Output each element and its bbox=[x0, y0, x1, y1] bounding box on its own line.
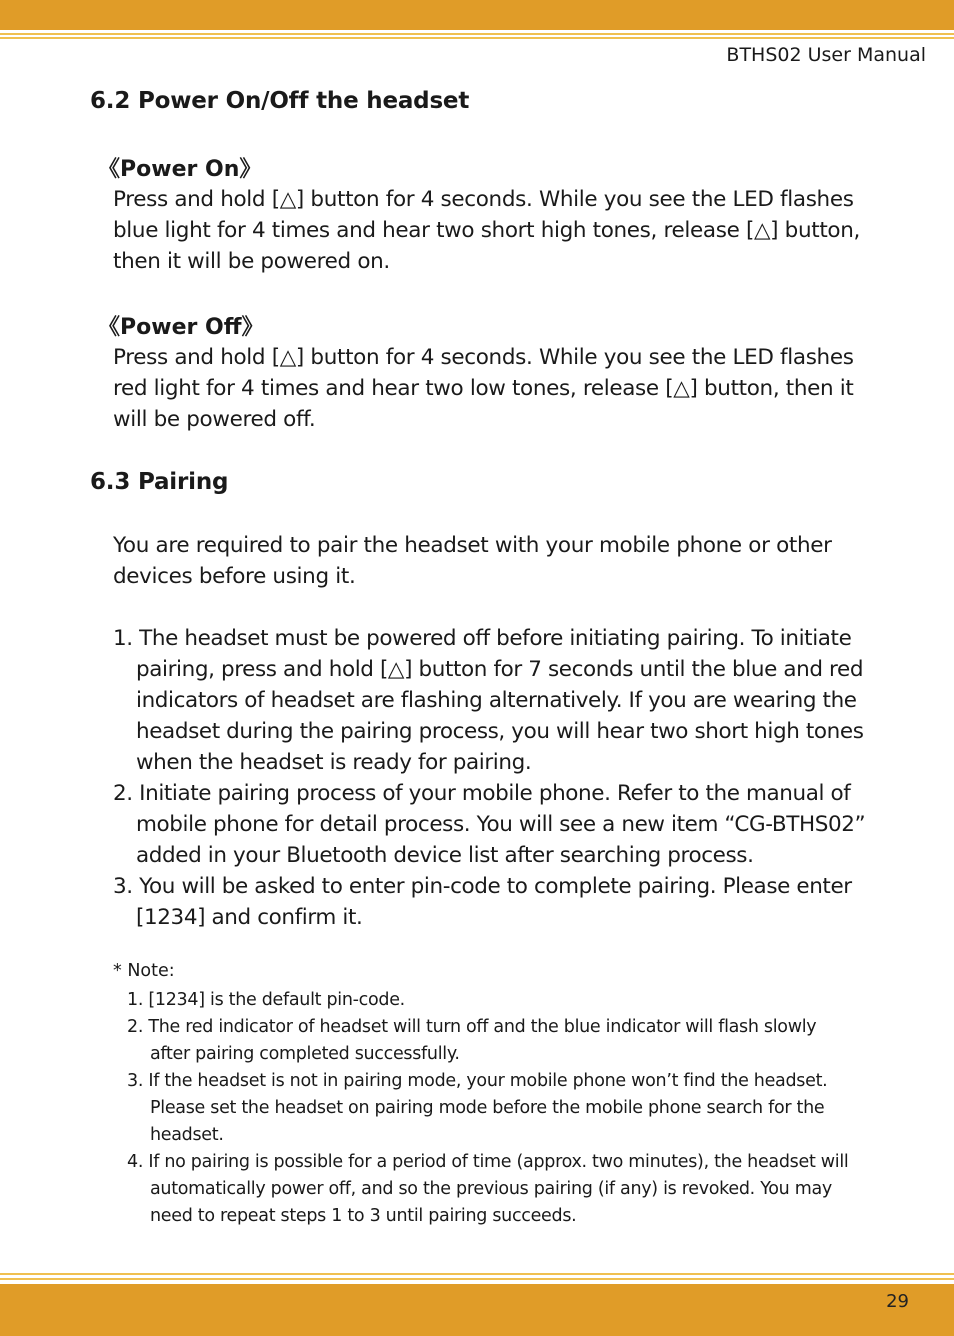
section-heading-power: 6.2 Power On/Off the headset bbox=[90, 88, 470, 114]
power-off-title: 《Power Off》 bbox=[98, 315, 264, 340]
pairing-step: 1. The headset must be powered off before initiating pairing. To initiate pairing, press and hold [△] button for 7 seconds until the blue and red indicators of headset are flashing alternatively. If you are wearing the headset during the pairing process, you will hear two short high tones when the headset is ready for pairing. bbox=[113, 626, 864, 775]
power-off-text: Press and hold [△] button for 4 seconds. While you see the LED flashes red light for 4 times and hear two low tones, release [△] button, then it will be powered off. bbox=[113, 345, 854, 432]
section-heading-pairing: 6.3 Pairing bbox=[90, 469, 229, 495]
note-title: * Note: bbox=[113, 961, 175, 981]
pairing-steps bbox=[113, 623, 873, 933]
top-stripe bbox=[0, 33, 954, 35]
page-number: 29 bbox=[886, 1291, 909, 1312]
bottom-band bbox=[0, 1284, 954, 1336]
power-on-text: Press and hold [△] button for 4 seconds. While you see the LED flashes blue light for 4 times and hear two short high tones, release [△] button, then it will be powered on. bbox=[113, 187, 860, 274]
manual-title: BTHS02 User Manual bbox=[726, 44, 926, 66]
note-item: 1. [1234] is the default pin-code. bbox=[127, 990, 405, 1010]
pairing-step: 2. Initiate pairing process of your mobile phone. Refer to the manual of mobile phone for detail process. You will see a new item “CG-BTHS02” added in your Bluetooth device list after searching process. bbox=[113, 781, 866, 868]
pairing-intro: You are required to pair the headset with your mobile phone or other devices before using it. bbox=[113, 533, 832, 589]
top-band bbox=[0, 0, 954, 30]
bottom-stripe bbox=[0, 1273, 954, 1275]
note-item: 2. The red indicator of headset will turn off and the blue indicator will flash slowly after pairing completed successfully. bbox=[127, 1017, 817, 1064]
top-stripe-2 bbox=[0, 37, 954, 39]
bottom-stripe-2 bbox=[0, 1278, 954, 1280]
note-item: 3. If the headset is not in pairing mode, your mobile phone won’t find the headset. Please set the headset on pairing mode before the mobile phone search for the headset. bbox=[127, 1071, 828, 1145]
note-list bbox=[127, 987, 857, 1230]
note-item: 4. If no pairing is possible for a period of time (approx. two minutes), the headset will automatically power off, and so the previous pairing (if any) is revoked. You may need to repeat steps 1 to 3 until pairing succeeds. bbox=[127, 1152, 849, 1226]
pairing-step: 3. You will be asked to enter pin-code to complete pairing. Please enter [1234] and confirm it. bbox=[113, 874, 852, 930]
power-on-title: 《Power On》 bbox=[98, 157, 262, 182]
